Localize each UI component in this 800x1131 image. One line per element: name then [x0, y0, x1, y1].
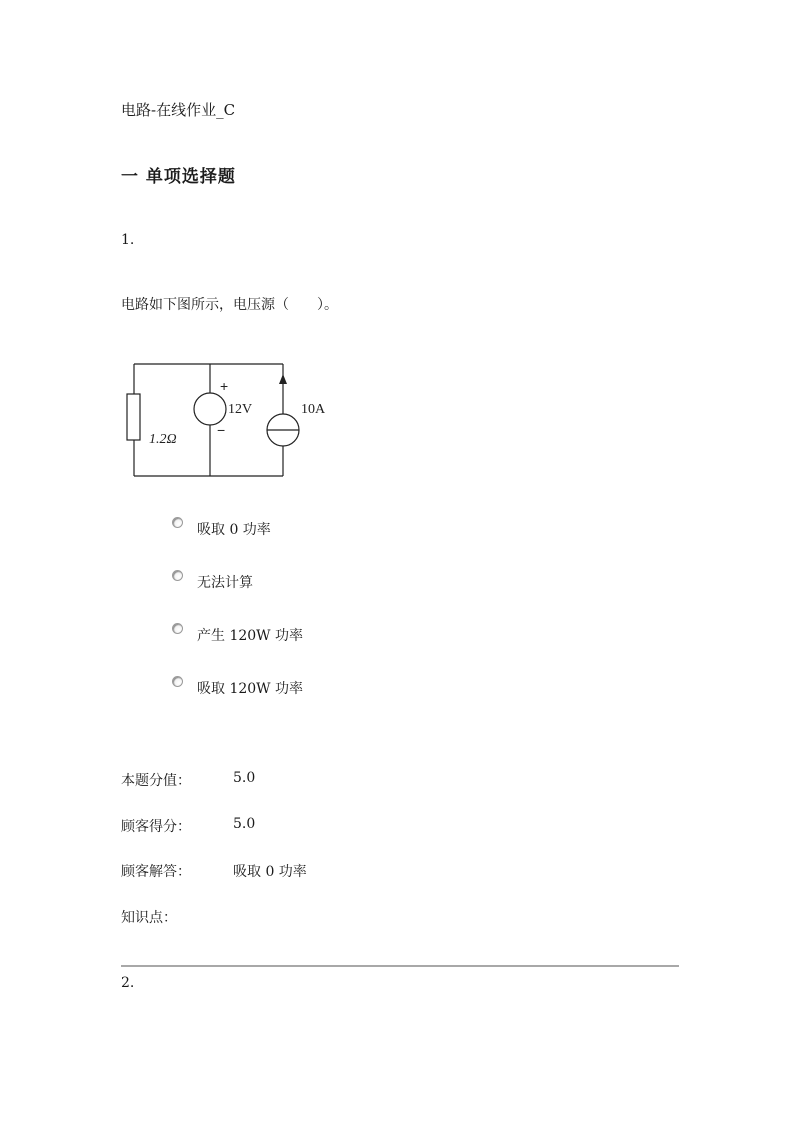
voltage-plus-sign: + — [220, 378, 229, 394]
radio-button[interactable] — [172, 570, 183, 581]
score-value: 5.0 — [233, 770, 256, 786]
knowledge-point-label: 知识点： — [121, 910, 177, 926]
section-title: 一 单项选择题 — [121, 167, 236, 187]
voltage-source-symbol — [194, 393, 226, 425]
radio-button[interactable] — [172, 676, 183, 687]
customer-score-label: 顾客得分： — [121, 819, 191, 835]
radio-button[interactable] — [172, 517, 183, 528]
customer-score-value: 5.0 — [233, 816, 256, 832]
question-2-number: 2. — [121, 975, 135, 991]
resistor-label: 1.2Ω — [149, 432, 177, 447]
voltage-source-label: 12V — [228, 402, 253, 417]
document-title: 电路-在线作业_C — [121, 101, 236, 119]
customer-answer-value: 吸取 0 功率 — [233, 864, 307, 880]
option-label: 无法计算 — [197, 575, 253, 591]
customer-answer-label: 顾客解答： — [121, 864, 191, 880]
radio-button[interactable] — [172, 623, 183, 634]
voltage-minus-sign: − — [217, 422, 226, 438]
option-label: 吸取 120W 功率 — [197, 681, 304, 697]
question-1-text: 电路如下图所示，电压源（ ）。 — [121, 297, 338, 313]
question-divider — [121, 965, 679, 967]
option-label: 产生 120W 功率 — [197, 628, 304, 644]
circuit-diagram — [118, 360, 338, 485]
current-direction-arrow-icon — [279, 374, 287, 384]
current-source-label: 10A — [301, 402, 326, 417]
resistor-symbol — [127, 394, 140, 440]
score-label: 本题分值： — [121, 773, 191, 789]
option-label: 吸取 0 功率 — [197, 522, 271, 538]
question-1-number: 1. — [121, 232, 135, 248]
